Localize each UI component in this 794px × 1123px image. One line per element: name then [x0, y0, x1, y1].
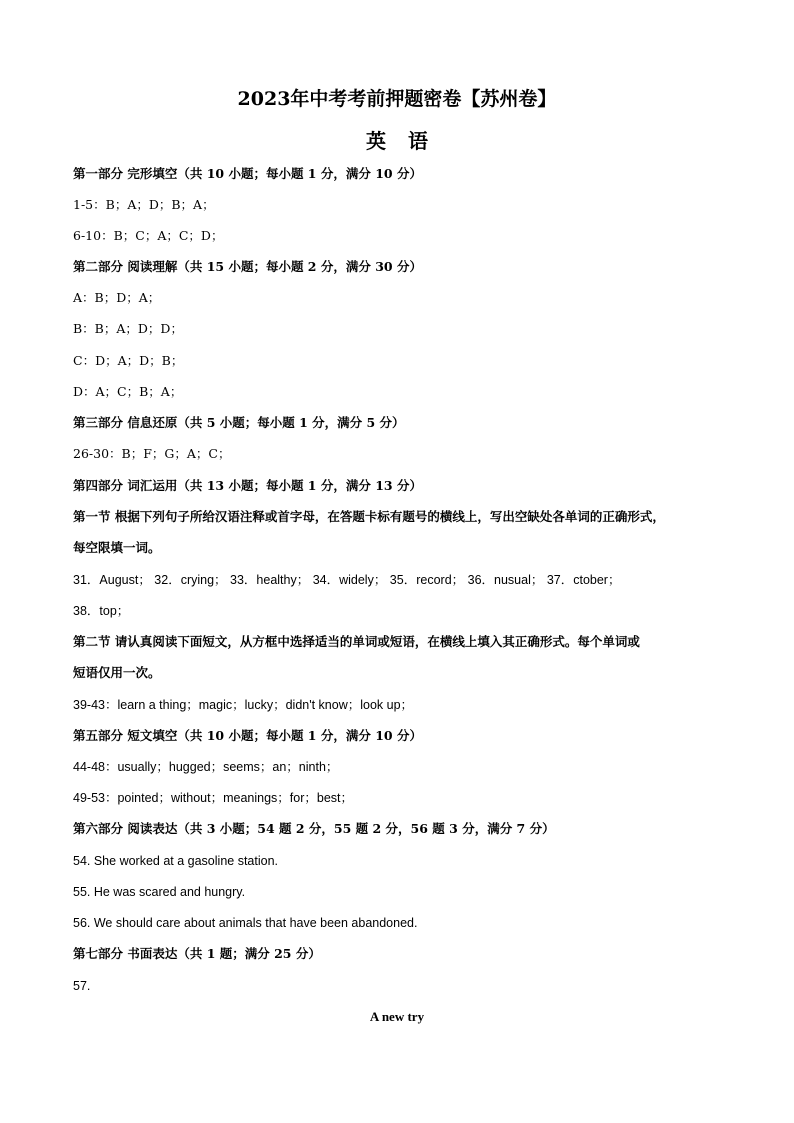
answer-line: 1-5：B；A；D；B；A；: [73, 197, 215, 212]
section-3-heading: 第三部分 信息还原（共 5 小题；每小题 1 分，满分 5 分）: [73, 415, 405, 430]
section-2-heading: 第二部分 阅读理解（共 15 小题；每小题 2 分，满分 30 分）: [73, 259, 422, 274]
answer-line: 6-10：B；C；A；C；D；: [73, 228, 224, 243]
essay-title: A new try: [369, 1009, 425, 1024]
subsection-1-instruction-cont: 每空限填一词。: [73, 540, 161, 555]
subsection-2-instruction: 第二节 请认真阅读下面短文，从方框中选择适当的单词或短语，在横线上填入其正确形式。每个单词或: [73, 634, 640, 649]
section-6-heading: 第六部分 阅读表达（共 3 小题；54 题 2 分，55 题 2 分，56 题 3 分，满分 7 分）: [73, 821, 555, 836]
answer-line: 38．top；: [73, 604, 130, 618]
section-1-heading: 第一部分 完形填空（共 10 小题；每小题 1 分，满分 10 分）: [73, 166, 422, 181]
answer-line: D：A；C；B；A；: [73, 384, 183, 399]
answer-line: 56. We should care about animals that have been abandoned.: [73, 916, 418, 930]
subsection-2-instruction-cont: 短语仅用一次。: [73, 665, 161, 680]
document-title: 2023年中考考前押题密卷【苏州卷】: [237, 88, 557, 110]
section-7-heading: 第七部分 书面表达（共 1 题；满分 25 分）: [73, 946, 321, 961]
answer-line: 55. He was scared and hungry.: [73, 885, 246, 899]
answer-line: 39-43：learn a thing；magic；lucky；didn't know；look up；: [73, 698, 414, 712]
answer-line: C：D；A；D；B；: [73, 353, 184, 368]
answer-line: 26-30：B；F；G；A；C；: [73, 446, 231, 461]
section-4-heading: 第四部分 词汇运用（共 13 小题；每小题 1 分，满分 13 分）: [73, 478, 422, 493]
subject-heading: 英语: [366, 129, 450, 153]
answer-line: 49-53：pointed；without；meanings；for；best；: [73, 791, 353, 805]
section-5-heading: 第五部分 短文填空（共 10 小题；每小题 1 分，满分 10 分）: [73, 728, 422, 743]
answer-line: A：B；D；A；: [73, 290, 161, 305]
question-number: 57.: [73, 979, 91, 993]
answer-line: 31．August； 32．crying； 33．healthy； 34．widely； 35．record； 36．nusual； 37．ctober；: [73, 573, 621, 587]
subsection-1-instruction: 第一节 根据下列句子所给汉语注释或首字母，在答题卡标有题号的横线上，写出空缺处各单词的正确形式，: [73, 509, 665, 524]
answer-line: 54. She worked at a gasoline station.: [73, 854, 278, 868]
answer-line: 44-48：usually；hugged；seems；an；ninth；: [73, 760, 339, 774]
answer-line: B：B；A；D；D；: [73, 321, 183, 336]
